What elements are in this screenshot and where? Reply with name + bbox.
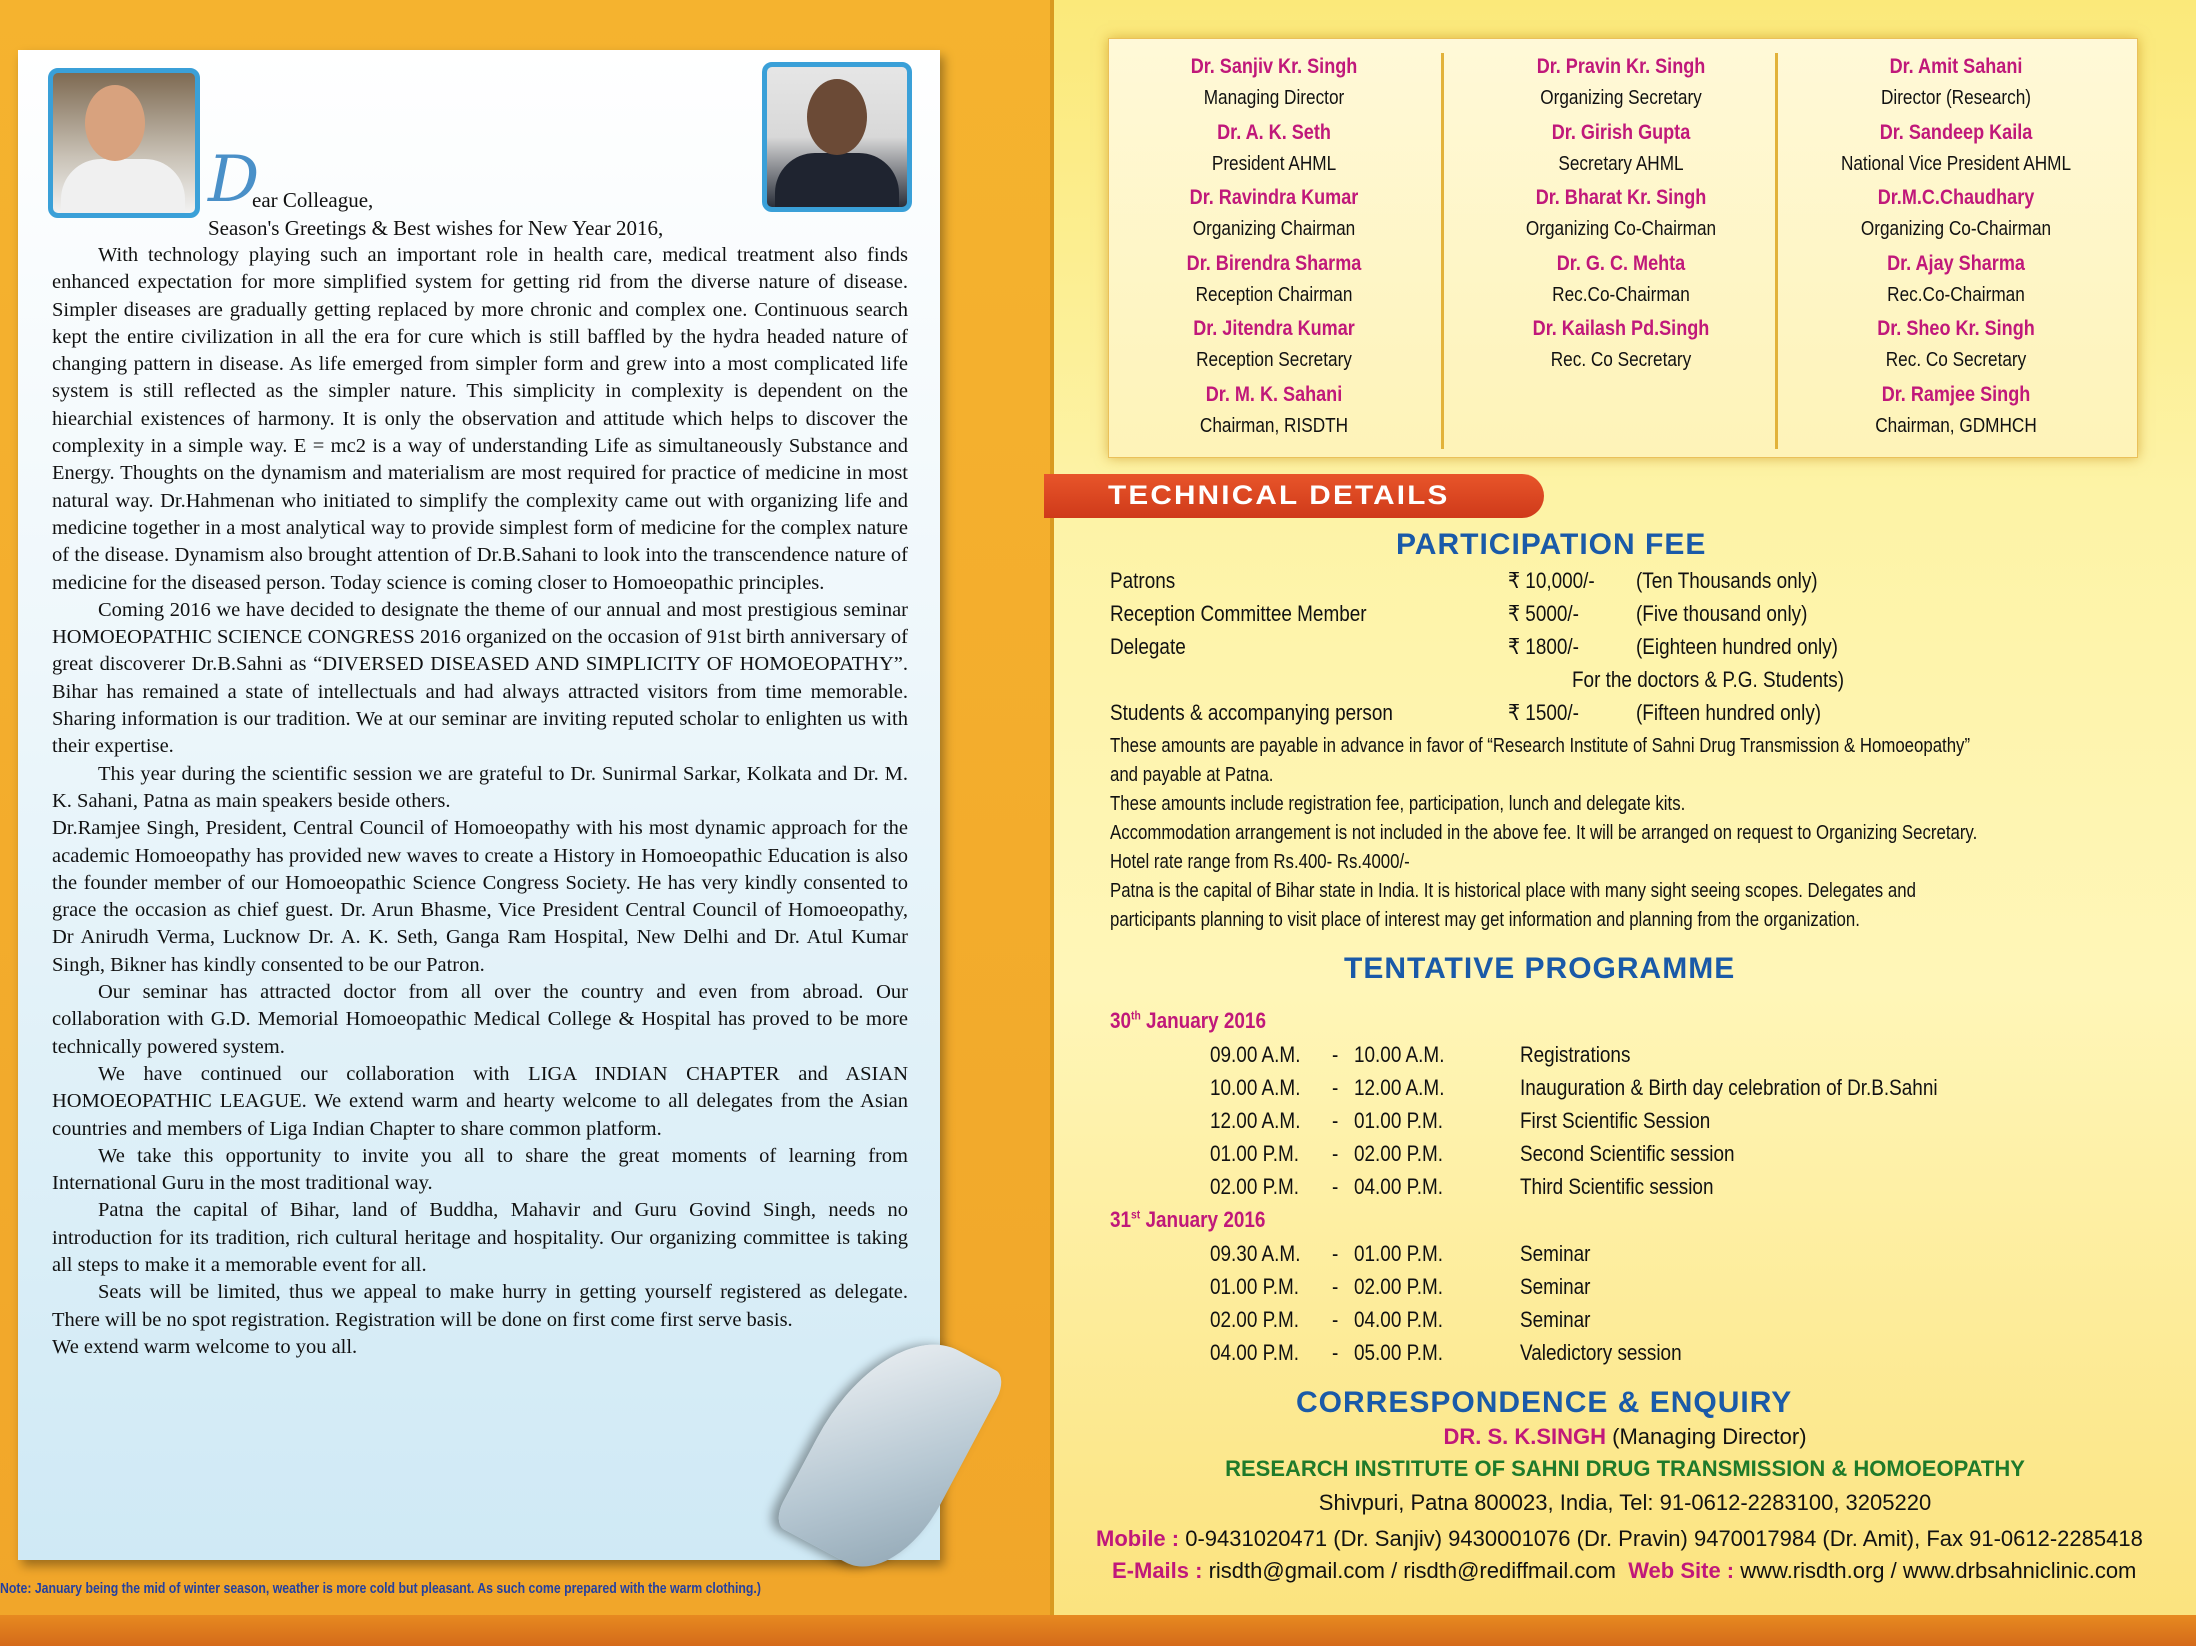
- committee-member: Dr. Sheo Kr. Singh Rec. Co Secretary: [1877, 317, 2035, 371]
- committee-member: Dr. Ravindra Kumar Organizing Chairman: [1189, 186, 1359, 240]
- programme-slot: 02.00 P.M. - 04.00 P.M. Third Scientific session: [1210, 1174, 1714, 1199]
- committee-member: Dr. Ajay Sharma Rec.Co-Chairman: [1887, 251, 2025, 306]
- letter-paragraph: This year during the scientific session we are grateful to Dr. Sunirmal Sarkar, Kolkata and Dr. M. K. Sahani, Patna as main speakers beside others.: [52, 762, 908, 812]
- fee-row: For the doctors & P.G. Students): [1572, 667, 1845, 692]
- fee-row: Reception Committee Member ₹ 5000/- (Five thousand only): [1110, 601, 1808, 626]
- programme-day: 30th January 2016: [1110, 1008, 1266, 1033]
- programme-slot: 12.00 A.M. - 01.00 P.M. First Scientific Session: [1210, 1108, 1711, 1133]
- programme-slot: 02.00 P.M. - 04.00 P.M. Seminar: [1210, 1307, 1591, 1332]
- committee-member: Dr. Amit Sahani Director (Research): [1880, 55, 2032, 109]
- letter-paragraph: We have continued our collaboration with LIGA INDIAN CHAPTER and ASIAN HOMOEOPATHIC LEAGUE. We extend warm and hearty welcome to all delegates from the Asian countries and members of Liga Indian Chapter to share common platform.: [52, 1062, 908, 1140]
- fee-row: Students & accompanying person ₹ 1500/- (Fifteen hundred only): [1110, 700, 1822, 725]
- committee-member: Dr.M.C.Chaudhary Organizing Co-Chairman: [1860, 186, 2052, 240]
- mobile-line: Mobile : 0-9431020471 (Dr. Sanjiv) 9430001076 (Dr. Pravin) 9470017984 (Dr. Amit), Fax 91-0612-2285418: [1096, 1526, 2143, 1551]
- column-divider: [1441, 53, 1444, 449]
- technical-details-title: TECHNICAL DETAILS: [1108, 480, 1450, 510]
- fee-note-line: Patna is the capital of Bihar state in India. It is historical place with many sight seeing scopes. Delegates and: [1110, 880, 1916, 902]
- fee-note-line: These amounts include registration fee, participation, lunch and delegate kits.: [1110, 793, 1686, 815]
- committee-member: Dr. A. K. Seth President AHML: [1211, 120, 1337, 175]
- letter-body: [52, 242, 908, 1361]
- committee-member: Dr. Birendra Sharma Reception Chairman: [1186, 251, 1362, 306]
- committee-member: Dr. Jitendra Kumar Reception Secretary: [1193, 317, 1355, 371]
- programme-slot: 04.00 P.M. - 05.00 P.M. Valedictory session: [1210, 1340, 1682, 1365]
- letter-paragraph: We take this opportunity to invite you all to share the great moments of learning from International Guru in the most traditional way.: [52, 1144, 908, 1195]
- programme-slot: 01.00 P.M. - 02.00 P.M. Second Scientific session: [1210, 1141, 1735, 1166]
- fee-row: Patrons ₹ 10,000/- (Ten Thousands only): [1110, 568, 1818, 593]
- programme-slot: 09.30 A.M. - 01.00 P.M. Seminar: [1210, 1241, 1591, 1266]
- fee-note-line: These amounts are payable in advance in favor of “Research Institute of Sahni Drug Transmission & Homoeopathy”: [1110, 735, 1971, 757]
- committee-column-3: [1791, 51, 2121, 444]
- committee-member: Dr. G. C. Mehta Rec.Co-Chairman: [1552, 251, 1690, 306]
- committee-member: Dr. M. K. Sahani Chairman, RISDTH: [1199, 382, 1349, 437]
- fee-note-line: Hotel rate range from Rs.400- Rs.4000/-: [1110, 851, 1410, 873]
- committee-member: Dr. Bharat Kr. Singh Organizing Co-Chairman: [1525, 186, 1717, 240]
- committee-column-2: [1456, 51, 1786, 379]
- committee-box: [1108, 38, 2138, 458]
- fee-note-line: participants planning to visit place of interest may get information and planning from the organization.: [1110, 909, 1860, 931]
- technical-details-banner: [1044, 474, 1544, 518]
- contact-person: DR. S. K.SINGH (Managing Director): [1443, 1424, 1807, 1449]
- greeting: Season's Greetings & Best wishes for New Year 2016,: [208, 216, 664, 240]
- letter-paragraph: Seats will be limited, thus we appeal to make hurry in getting yourself registered as delegate. There will be no spot registration. Registration will be done on first come first serve basis.: [52, 1281, 908, 1331]
- salutation: ear Colleague,: [252, 188, 374, 212]
- letter-paragraph: Patna the capital of Bihar, land of Buddha, Mahavir and Guru Govind Singh, needs no introduction for its tradition, rich cultural heritage and hospitality. Our organizing committee is taking all steps to make it a memorable event for all.: [52, 1199, 908, 1276]
- committee-member: Dr. Sanjiv Kr. Singh Managing Director: [1190, 55, 1358, 109]
- winter-note: Note: January being the mid of winter season, weather is more cold but pleasant. As such come prepared with the warm clothing.): [0, 1580, 761, 1597]
- programme-slot: 09.00 A.M. - 10.00 A.M. Registrations: [1210, 1042, 1631, 1067]
- committee-member: Dr. Girish Gupta Secretary AHML: [1551, 120, 1691, 175]
- tentative-programme-title: TENTATIVE PROGRAMME: [1344, 952, 1736, 985]
- committee-member: Dr. Pravin Kr. Singh Organizing Secretary: [1536, 55, 1706, 109]
- fee-table: [1110, 568, 2110, 733]
- committee-member: Dr. Kailash Pd.Singh Rec. Co Secretary: [1532, 317, 1710, 371]
- fee-row: Delegate ₹ 1800/- (Eighteen hundred only): [1110, 634, 1838, 659]
- letter-paragraph: Dr.Ramjee Singh, President, Central Council of Homoeopathy with his most dynamic approach for the academic Homoeopathy has provided new waves to create a History in Homoeopathic Education is also the founder member of our Homoeopathic Science Congress Society. He has very kindly consented to grace the occasion as chief guest. Dr. Arun Bhasme, Vice President Central Council of Homoeopathy, Dr Anirudh Verma, Lucknow Dr. A. K. Seth, Ganga Ram Hospital, New Delhi and Dr. Atul Kumar Singh, Bikner has kindly consented to be our Patron.: [52, 817, 908, 976]
- portrait-photo-left: [48, 68, 200, 218]
- letter-paragraph: We extend warm welcome to you all.: [52, 1335, 358, 1358]
- participation-fee-title: PARTICIPATION FEE: [1396, 528, 1707, 561]
- committee-column-1: [1109, 51, 1439, 444]
- programme-schedule: [1110, 1008, 2110, 1373]
- committee-member: Dr. Ramjee Singh Chairman, GDMHCH: [1875, 382, 2037, 437]
- institute-address: Shivpuri, Patna 800023, India, Tel: 91-0612-2283100, 3205220: [1318, 1490, 1932, 1515]
- letter-paragraph: Our seminar has attracted doctor from all over the country and even from abroad. Our collaboration with G.D. Memorial Homoeopathic Medical College & Hospital has proved to be more technically powered system.: [52, 981, 908, 1058]
- committee-member: Dr. Sandeep Kaila National Vice President AHML: [1840, 120, 2072, 175]
- letter-paragraph: Coming 2016 we have decided to designate the theme of our annual and most prestigious seminar HOMOEOPATHIC SCIENCE CONGRESS 2016 organized on the occasion of 91st birth anniversary of great discoverer Dr.B.Sahni as “DIVERSED DISEASED AND SIMPLICITY OF HOMOEOPATHY”. Bihar has remained a state of intellectuals and had always attracted visitors from time memorable. Sharing information is our tradition. We at our seminar are inviting reputed scholar to enlighten us with their expertise.: [52, 598, 908, 758]
- email-web-line: E-Mails : risdth@gmail.com / risdth@rediffmail.com Web Site : www.risdth.org / www.drbsahniclinic.com: [1112, 1558, 2137, 1583]
- drop-cap: D: [208, 143, 260, 217]
- programme-slot: 10.00 A.M. - 12.00 A.M. Inauguration & Birth day celebration of Dr.B.Sahni: [1210, 1075, 1938, 1100]
- programme-slot: 01.00 P.M. - 02.00 P.M. Seminar: [1210, 1274, 1591, 1299]
- fee-note-line: and payable at Patna.: [1110, 764, 1274, 786]
- fee-notes: [1110, 732, 2110, 935]
- programme-day: 31st January 2016: [1110, 1207, 1266, 1232]
- letter-paragraph: With technology playing such an important role in health care, medical treatment also finds enhanced expectation for more simplified system for getting rid from the diverse nature of disease. Simpler diseases are gradually getting replaced by more chronic and complex one. Continuous search kept the entire civilization in all the era for cure which is still baffled by the hydra headed nature of changing pattern in disease. As life emerged from simpler form and grew into a most complicated life system is still reflected as the simpler nature. This simplicity in complexity is dependent on the hiearchial existences of harmony. It is only the observation and attitude which helps to discover the complexity in a simple way. E = mc2 is a way of understanding Life as simultaneously Substance and Energy. Thoughts on the dynamism and materialism are most required for practice of medicine in most natural way. Dr.Hahmenan who initiated to simplify the complexity came out with organizing life and medicine together in a most analytical way to provide simplest form of medicine for the complex nature of the disease. Dynamism also brought attention of Dr.B.Sahani to look into the transcendence nature of medicine for the diseased person. Today science is coming closer to Homoeopathic principles.: [52, 244, 908, 594]
- bottom-stripe: [0, 1615, 2196, 1646]
- institute-name: RESEARCH INSTITUTE OF SAHNI DRUG TRANSMISSION & HOMOEOPATHY: [1225, 1456, 2025, 1481]
- correspondence-title: CORRESPONDENCE & ENQUIRY: [1296, 1386, 1793, 1419]
- portrait-photo-right: [762, 62, 912, 212]
- fee-note-line: Accommodation arrangement is not included in the above fee. It will be arranged on request to Organizing Secretary.: [1110, 822, 1978, 844]
